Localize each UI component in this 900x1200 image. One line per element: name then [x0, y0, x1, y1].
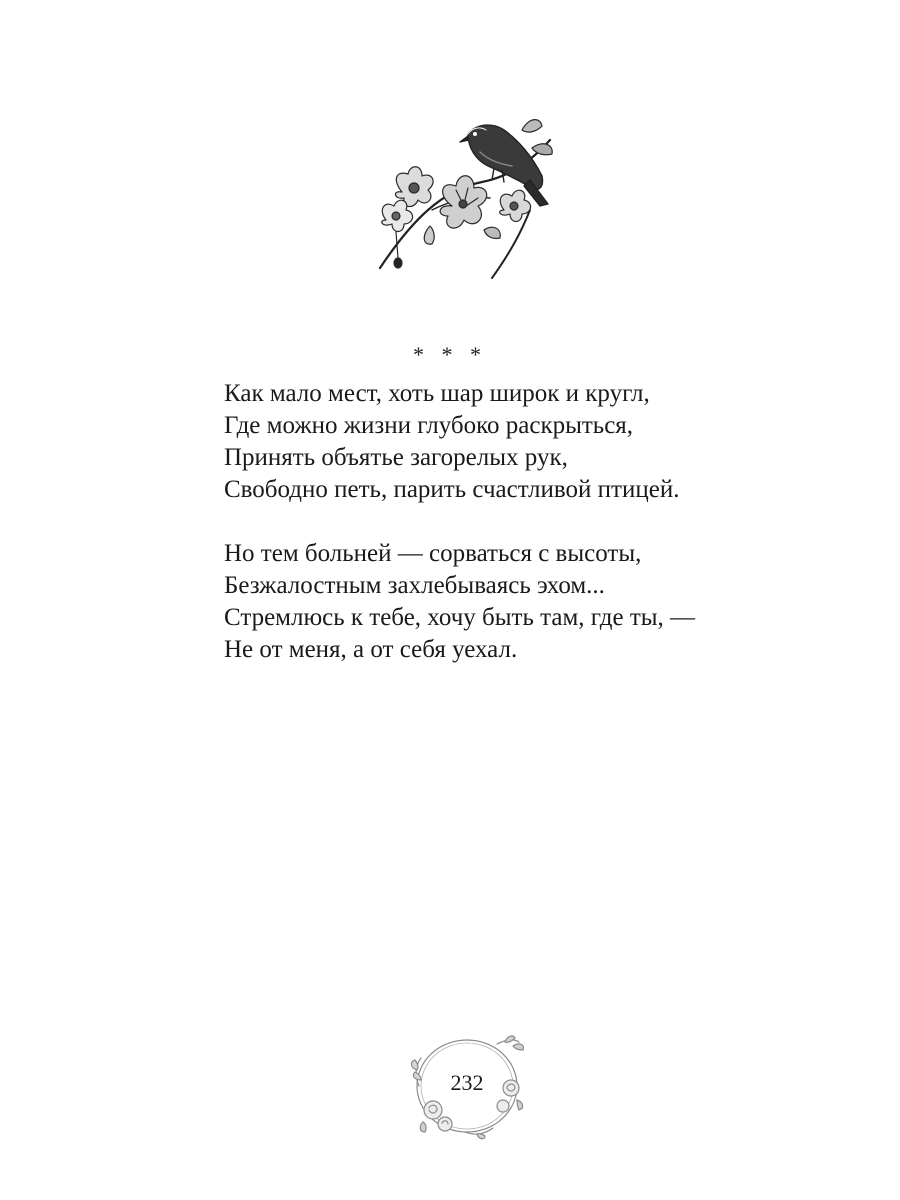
stanza-2 — [224, 538, 824, 666]
poem-line: Как мало мест, хоть шар широк и кругл, — [224, 380, 650, 407]
stanza-1 — [224, 378, 824, 506]
poem-line: Стремлюсь к тебе, хочу быть там, где ты, — — [224, 604, 696, 631]
poem-line: Свободно петь, парить счастливой птицей. — [224, 476, 680, 503]
poem-line: Принять объятье загорелых рук, — [224, 444, 568, 471]
poem-line: Где можно жизни глубоко раскрыться, — [224, 412, 634, 439]
poem-line: Не от меня, а от себя уехал. — [224, 636, 518, 663]
poem — [224, 378, 824, 698]
page-number: 232 — [450, 1070, 484, 1095]
poem-line: Безжалостным захлебываясь эхом... — [224, 572, 605, 599]
poem-line: Но тем больней — сорваться с высоты, — [224, 540, 642, 567]
page-folio — [405, 1030, 529, 1140]
bird-on-branch-icon — [372, 100, 558, 280]
stanza-separator: * * * — [413, 342, 487, 367]
